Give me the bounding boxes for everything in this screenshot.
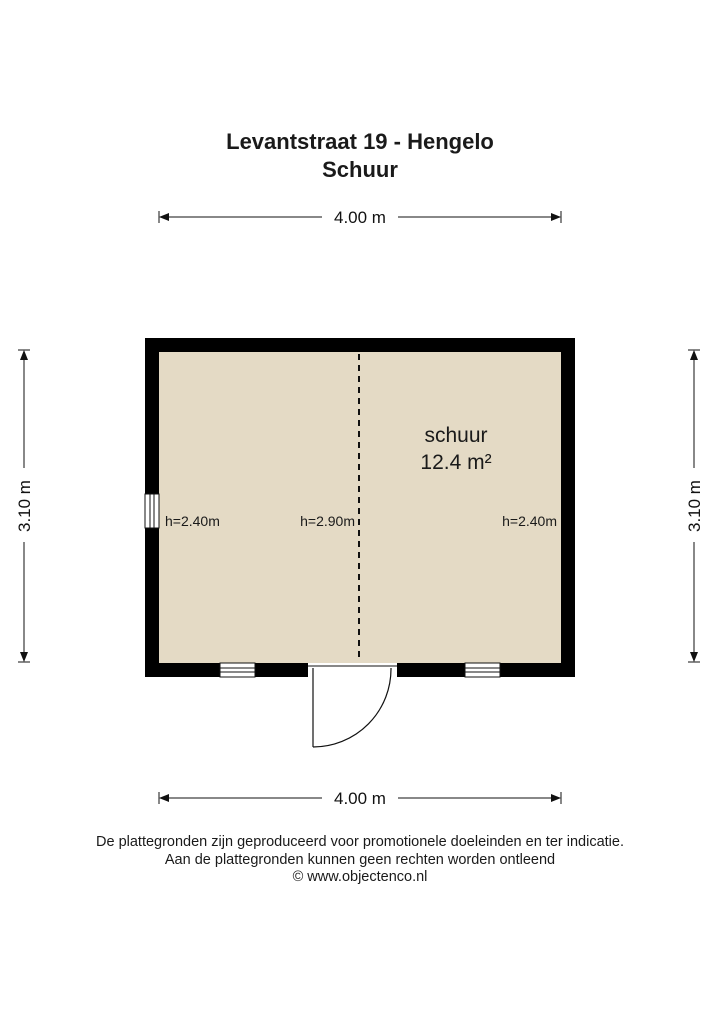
dimension-right-label: 3.10 m: [685, 480, 704, 532]
wall-left-upper: [145, 338, 159, 494]
window-left: [145, 494, 159, 528]
height-left: h=2.40m: [165, 513, 220, 529]
room-area: 12.4 m²: [420, 451, 492, 474]
dimension-top-label: 4.00 m: [334, 208, 386, 227]
window-bottom-right: [465, 663, 500, 677]
disclaimer-line-2: Aan de plattegronden kunnen geen rechten worden ontleend: [164, 852, 556, 868]
wall-left-lower: [145, 528, 159, 677]
dimension-right: [685, 350, 704, 662]
window-bottom-left: [220, 663, 255, 677]
height-middle: h=2.90m: [300, 513, 355, 529]
dimension-left-label: 3.10 m: [15, 480, 34, 532]
plan-subtitle: Schuur: [322, 157, 398, 182]
dimension-top: [159, 208, 561, 227]
wall-bottom-3: [397, 663, 465, 677]
height-right: h=2.40m: [502, 513, 557, 529]
wall-bottom-2: [255, 663, 308, 677]
dimension-bottom: [159, 789, 561, 808]
wall-bottom-1: [145, 663, 220, 677]
dimension-bottom-label: 4.00 m: [334, 789, 386, 808]
copyright: © www.objectenco.nl: [292, 869, 428, 885]
wall-top: [145, 338, 575, 352]
disclaimer-line-1: De plattegronden zijn geproduceerd voor promotionele doeleinden en ter indicatie.: [96, 834, 624, 850]
door: [308, 663, 397, 747]
wall-bottom-4: [500, 663, 575, 677]
plan-title: Levantstraat 19 - Hengelo: [226, 129, 494, 154]
room-name: schuur: [424, 424, 488, 447]
wall-right: [561, 338, 575, 677]
dimension-left: [15, 350, 34, 662]
